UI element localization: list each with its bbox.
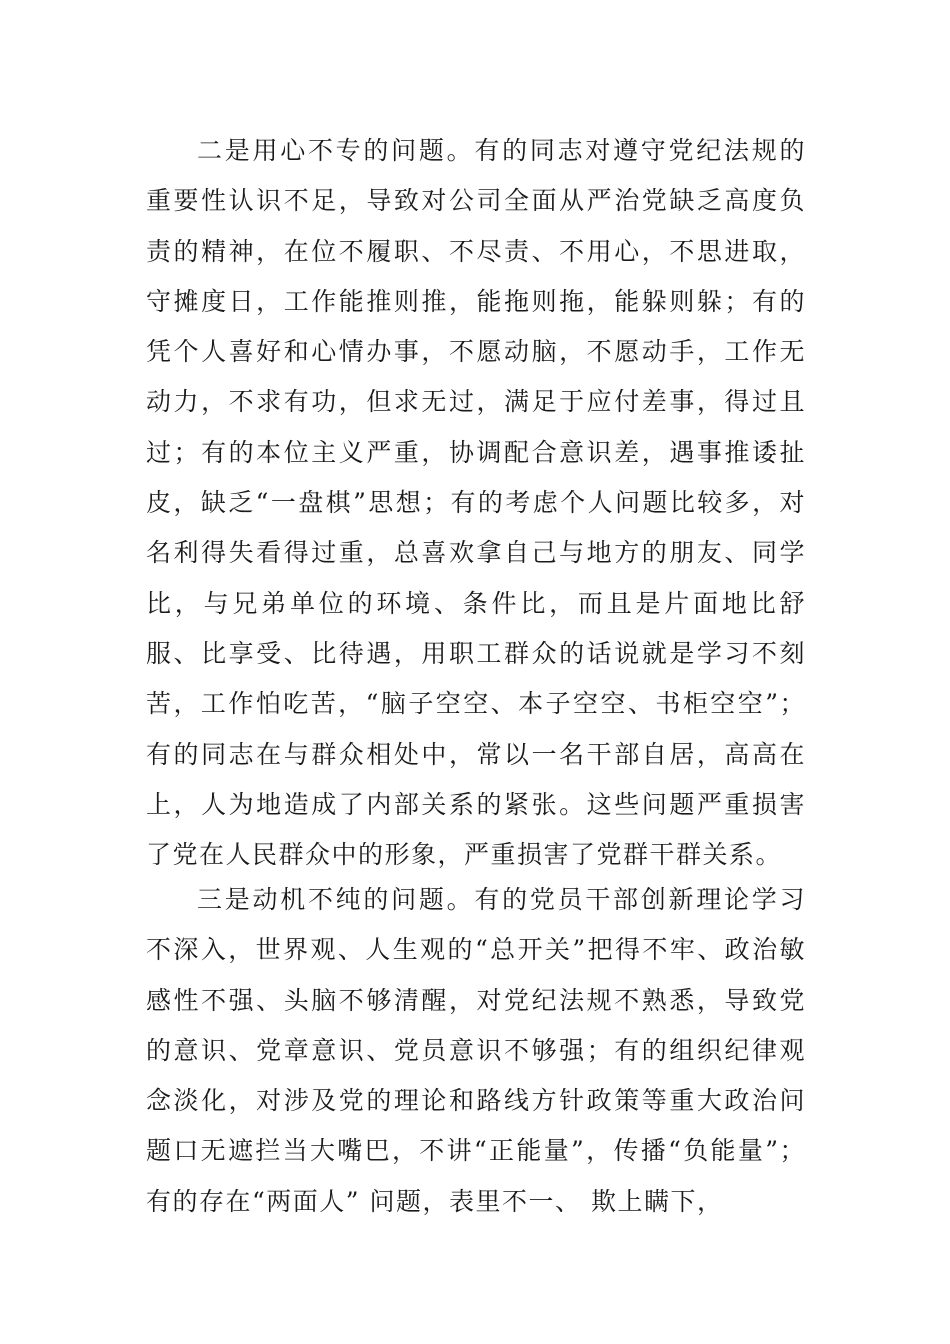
paragraph-dongji-buchun: 三是动机不纯的问题。有的党员干部创新理论学习不深入，世界观、人生观的“总开关”把得不牢、政治敏感性不强、头脑不够清醒，对党纪法规不熟悉，导致党的意识、党章意识、党员意识不够强；有的组织纪律观念淡化，对涉及党的理论和路线方针政策等重大政治问题口无遮拦当大嘴巴，不讲“正能量”，传播“负能量”；有的存在“两面人” 问题，表里不一、 欺上瞒下， — [146, 885, 806, 1216]
paragraph-yongxin-buzhuan: 二是用心不专的问题。有的同志对遵守党纪法规的重要性认识不足，导致对公司全面从严治党缺乏高度负责的精神，在位不履职、不尽责、不用心，不思进取，守摊度日，工作能推则推，能拖则拖，能躲则躲；有的凭个人喜好和心情办事，不愿动脑，不愿动手，工作无动力，不求有功，但求无过，满足于应付差事，得过且过；有的本位主义严重，协调配合意识差，遇事推诿扯皮，缺乏“一盘棋”思想；有的考虑个人问题比较多，对名利得失看得过重，总喜欢拿自己与地方的朋友、同学比，与兄弟单位的环境、条件比，而且是片面地比舒服、比享受、比待遇，用职工群众的话说就是学习不刻苦，工作怕吃苦，“脑子空空、本子空空、书柜空空”；有的同志在与群众相处中，常以一名干部自居，高高在上，人为地造成了内部关系的紧张。这些问题严重损害了党在人民群众中的形象，严重损害了党群干群关系。 — [146, 136, 806, 870]
